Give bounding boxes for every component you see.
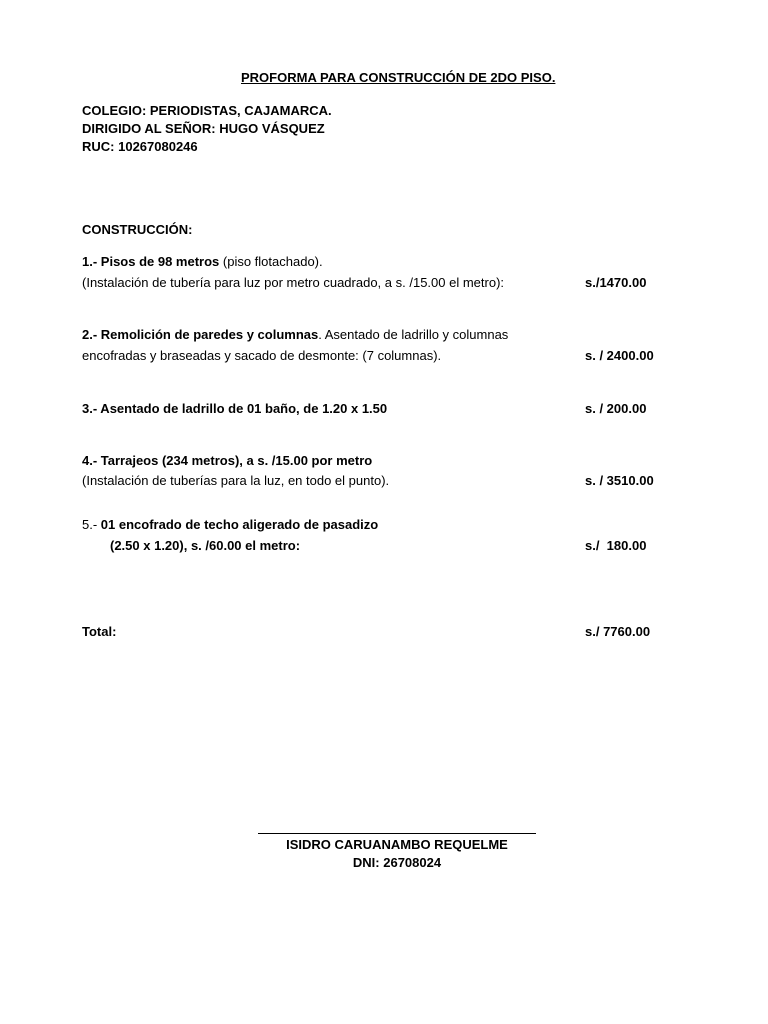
total-amount: s./ 7760.00 (585, 624, 651, 639)
dirigido-line: DIRIGIDO AL SEÑOR: HUGO VÁSQUEZ (82, 121, 325, 136)
item-2-amount: s. / 2400.00 (585, 348, 654, 363)
item-5-line-1 (82, 518, 378, 531)
item-5-number: 5.- (82, 517, 101, 532)
ruc-line: RUC: 10267080246 (82, 139, 198, 154)
signature-line (258, 833, 536, 834)
item-2-line-2: encofradas y braseadas y sacado de desmonte: (7 columnas). (82, 348, 442, 363)
signature-name: ISIDRO CARUANAMBO REQUELME (286, 837, 508, 852)
item-1-line-1 (82, 255, 323, 268)
item-1-heading-rest: (piso flotachado). (219, 254, 323, 269)
item-1-heading: 1.- Pisos de 98 metros (82, 254, 220, 269)
total-label: Total: (82, 624, 117, 639)
item-5-line-2: (2.50 x 1.20), s. /60.00 el metro: (110, 538, 301, 553)
item-4-amount: s. / 3510.00 (585, 473, 654, 488)
item-2-line-1 (82, 328, 508, 341)
item-1-amount: s./1470.00 (585, 275, 647, 290)
item-5-heading: 01 encofrado de techo aligerado de pasadizo (100, 517, 379, 532)
item-3-line-1: 3.- Asentado de ladrillo de 01 baño, de 1.20 x 1.50 (82, 401, 388, 416)
item-5-amount: s./ 180.00 (585, 538, 647, 553)
colegio-line: COLEGIO: PERIODISTAS, CAJAMARCA. (82, 103, 332, 118)
item-4-line-2: (Instalación de tuberías para la luz, en todo el punto). (82, 473, 390, 488)
item-4-line-1: 4.- Tarrajeos (234 metros), a s. /15.00 por metro (82, 453, 373, 468)
signature-dni: DNI: 26708024 (352, 855, 442, 870)
item-2-heading: 2.- Remolición de paredes y columnas (82, 327, 319, 342)
document-title: PROFORMA PARA CONSTRUCCIÓN DE 2DO PISO. (241, 70, 556, 85)
item-2-heading-rest: . Asentado de ladrillo y columnas (318, 327, 509, 342)
item-3-amount: s. / 200.00 (585, 401, 647, 416)
section-title: CONSTRUCCIÓN: (82, 222, 193, 237)
item-1-line-2: (Instalación de tubería para luz por metro cuadrado, a s. /15.00 el metro): (82, 275, 505, 290)
